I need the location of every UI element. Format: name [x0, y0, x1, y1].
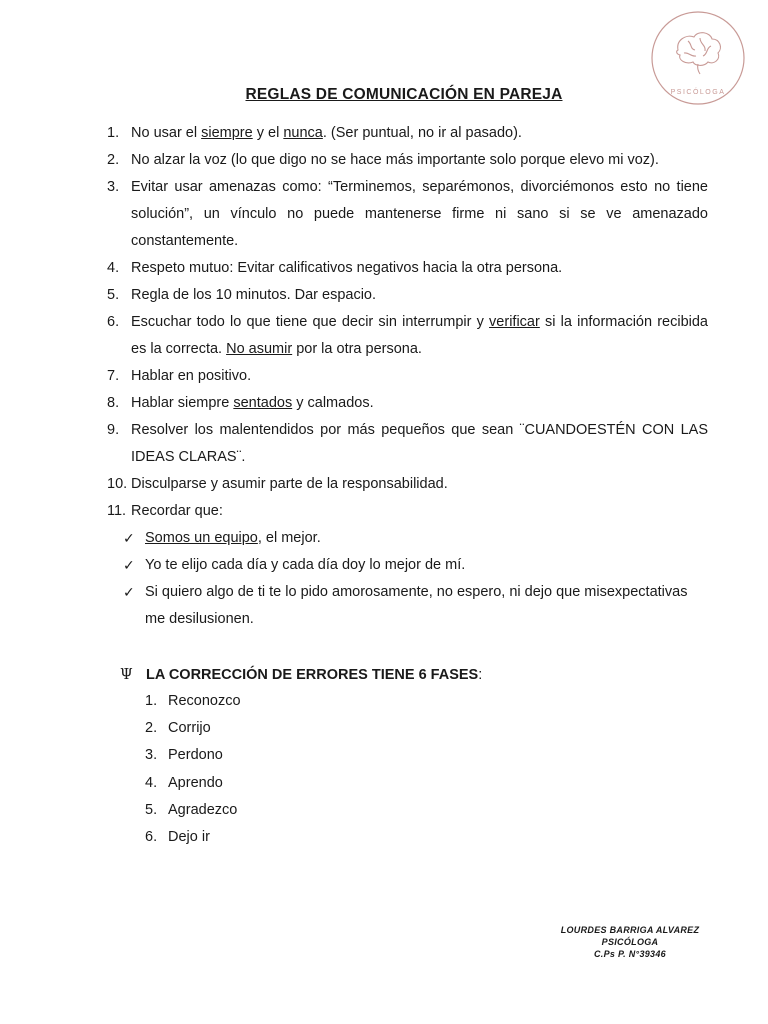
phase-label: Perdono	[168, 747, 223, 764]
rule-text	[131, 120, 708, 147]
text-run: Yo te elijo cada día y cada día doy lo mejor de mí.	[145, 557, 466, 573]
rule-text	[131, 471, 708, 498]
text-run: No alzar la voz (lo que digo no se hace más importante solo porque elevo mi voz).	[131, 152, 659, 168]
rule-number: 4.	[107, 260, 120, 276]
rule-text	[131, 147, 708, 174]
phase-item	[145, 824, 241, 851]
phase-label: Dejo ir	[168, 829, 210, 846]
signature-role: PSICÓLOGA	[601, 937, 659, 947]
rule-item	[107, 417, 708, 471]
phase-label: Reconozco	[168, 693, 241, 709]
rule-number: 11.	[107, 503, 127, 519]
rule-item	[107, 309, 708, 363]
phase-number: 4.	[145, 774, 158, 791]
check-item	[123, 552, 708, 579]
rules-list	[107, 120, 708, 633]
section-heading	[120, 662, 482, 689]
section-heading-text: LA CORRECCIÓN DE ERRORES TIENE 6 FASES	[146, 667, 479, 683]
checkmark-icon: ✓	[123, 584, 135, 600]
logo-label: PSICÓLOGA	[670, 89, 726, 96]
phase-label: Aprendo	[168, 774, 223, 791]
text-run: . (Ser puntual, no ir al pasado).	[322, 125, 522, 141]
phases-list	[145, 688, 241, 851]
text-run: Disculparse y asumir parte de la responsabilidad.	[131, 476, 448, 492]
rule-text	[131, 390, 708, 417]
checklist	[107, 525, 708, 633]
rule-number: 2.	[107, 152, 120, 168]
rule-text	[131, 282, 708, 309]
rule-text	[131, 417, 708, 471]
check-text	[145, 552, 708, 579]
rule-item	[107, 174, 708, 255]
phase-item	[145, 688, 241, 715]
underlined-text: sentados	[233, 395, 293, 411]
checkmark-icon: ✓	[123, 557, 135, 573]
phase-label: Agradezco	[168, 801, 238, 818]
text-run: Hablar siempre	[131, 395, 234, 411]
signature-block	[555, 924, 705, 960]
rule-text	[131, 174, 708, 255]
phase-number: 6.	[145, 829, 158, 846]
text-run: No usar el	[131, 125, 202, 141]
text-run: si la información recibida es la correcta.	[131, 314, 708, 357]
text-run: y calmados.	[292, 395, 374, 411]
phase-item	[145, 742, 241, 769]
text-run: Respeto mutuo: Evitar calificativos negativos hacia la otra persona.	[131, 260, 563, 276]
text-run: por la otra persona.	[292, 341, 422, 357]
text-run: Regla de los 10 minutos. Dar espacio.	[131, 287, 377, 303]
phase-label: Corrijo	[168, 720, 211, 737]
rule-item	[107, 282, 708, 309]
signature-name: LOURDES BARRIGA ALVAREZ	[560, 925, 700, 935]
rule-number: 3.	[107, 179, 120, 195]
psi-icon: Ψ	[120, 667, 133, 683]
rule-text	[131, 255, 708, 282]
rule-item	[107, 390, 708, 417]
rule-text	[131, 363, 708, 390]
underlined-text: No asumir	[226, 341, 293, 357]
rule-item	[107, 120, 708, 147]
underlined-text: siempre	[201, 125, 253, 141]
text-run: Escuchar todo lo que tiene que decir sin interrumpir y	[131, 314, 490, 330]
phase-item	[145, 715, 241, 742]
rule-item	[107, 498, 708, 525]
phase-item	[145, 770, 241, 797]
underlined-text: verificar	[489, 314, 540, 330]
text-run: Evitar usar amenazas como: “Terminemos, separémonos, divorciémonos esto no tiene solución”, un vínculo no puede mantenerse firme ni sano si se ve amenazado constantemente.	[131, 179, 708, 249]
check-item	[123, 579, 708, 633]
rule-number: 10.	[107, 476, 128, 492]
phase-item	[145, 797, 241, 824]
rule-number: 7.	[107, 368, 120, 384]
text-run: Hablar en positivo.	[131, 368, 252, 384]
text-run: , el mejor.	[257, 530, 321, 546]
rule-text	[131, 309, 708, 363]
rule-item	[107, 363, 708, 390]
check-text	[145, 579, 708, 633]
text-run: y el	[252, 125, 284, 141]
checkmark-icon: ✓	[123, 530, 135, 546]
rule-number: 9.	[107, 422, 120, 438]
rule-number: 6.	[107, 314, 120, 330]
section-heading-suffix: :	[478, 667, 483, 683]
text-run: Si quiero algo de ti te lo pido amorosamente, no espero, ni dejo que misexpectativas me desilusionen.	[145, 584, 688, 627]
text-run: Recordar que:	[131, 503, 223, 519]
phase-number: 3.	[145, 747, 158, 764]
phase-number: 2.	[145, 720, 158, 737]
underlined-text: nunca	[283, 125, 323, 141]
rule-item	[107, 147, 708, 174]
text-run: Resolver los malentendidos por más pequeños que sean ¨CUANDOESTÉN CON LAS IDEAS CLARAS¨.	[131, 422, 708, 465]
phase-number: 5.	[145, 801, 158, 818]
rule-item	[107, 255, 708, 282]
rule-number: 1.	[107, 125, 120, 141]
rule-number: 8.	[107, 395, 120, 411]
underlined-text: Somos un equipo	[145, 530, 258, 546]
phase-number: 1.	[145, 693, 158, 709]
rule-item	[107, 471, 708, 498]
rule-text	[131, 498, 708, 525]
document-title: REGLAS DE COMUNICACIÓN EN PAREJA	[245, 86, 563, 103]
rule-number: 5.	[107, 287, 120, 303]
check-text	[145, 525, 708, 552]
signature-license: C.Ps P. N°39346	[594, 949, 666, 959]
check-item	[123, 525, 708, 552]
